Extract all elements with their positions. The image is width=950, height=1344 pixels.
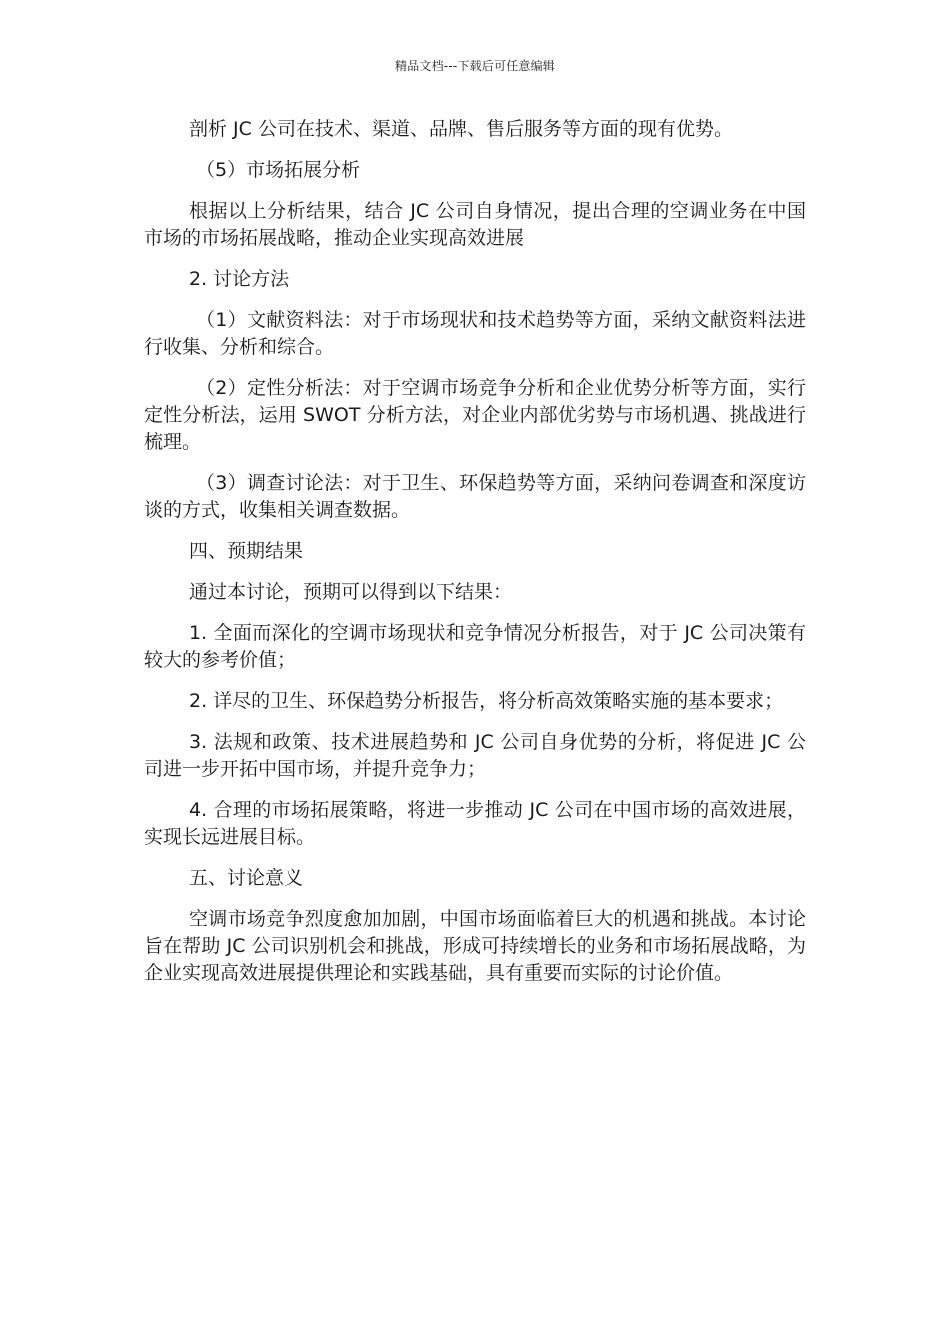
list-item-result-2: 2. 详尽的卫生、环保趋势分析报告，将分析高效策略实施的基本要求； (189, 690, 784, 712)
paragraph-advantages: 剖析 JC 公司在技术、渠道、品牌、售后服务等方面的现有优势。 (189, 118, 733, 140)
list-item-result-3: 3. 法规和政策、技术进展趋势和 JC 公司自身优势的分析，将促进 JC 公司进一步开拓中国市场，并提升竞争力； (144, 731, 806, 780)
paragraph-literature-method: （1）文献资料法：对于市场现状和技术趋势等方面，采纳文献资料法进行收集、分析和综合。 (144, 309, 806, 358)
paragraph-survey-method: （3）调查讨论法：对于卫生、环保趋势等方面，采纳问卷调查和深度访谈的方式，收集相关调查数据。 (144, 472, 806, 521)
paragraph-qualitative-method: （2）定性分析法：对于空调市场竞争分析和企业优势分析等方面，实行定性分析法，运用 SWOT 分析方法，对企业内部优劣势与市场机遇、挑战进行梳理。 (144, 377, 806, 453)
paragraph-significance: 空调市场竞争烈度愈加加剧，中国市场面临着巨大的机遇和挑战。本讨论旨在帮助 JC 公司识别机会和挑战，形成可持续增长的业务和市场拓展战略，为企业实现高效进展提供理论和实践基础，具有重要而实际的讨论价值。 (144, 908, 806, 984)
heading-expected-results: 四、预期结果 (189, 540, 304, 562)
page-header: 精品文档---下载后可任意编辑 (395, 59, 555, 73)
paragraph-market-expansion: 根据以上分析结果，结合 JC 公司自身情况，提出合理的空调业务在中国市场的市场拓展战略，推动企业实现高效进展 (144, 200, 806, 249)
list-item-result-1: 1. 全面而深化的空调市场现状和竞争情况分析报告，对于 JC 公司决策有较大的参考价值； (144, 622, 806, 671)
heading-research-significance: 五、讨论意义 (189, 867, 304, 889)
list-item-result-4: 4. 合理的市场拓展策略，将进一步推动 JC 公司在中国市场的高效进展，实现长远进展目标。 (144, 799, 806, 848)
heading-market-expansion-analysis: （5）市场拓展分析 (196, 159, 361, 181)
heading-research-methods: 2. 讨论方法 (189, 268, 290, 290)
document-body (144, 116, 806, 1001)
paragraph-results-intro: 通过本讨论，预期可以得到以下结果： (189, 581, 513, 603)
